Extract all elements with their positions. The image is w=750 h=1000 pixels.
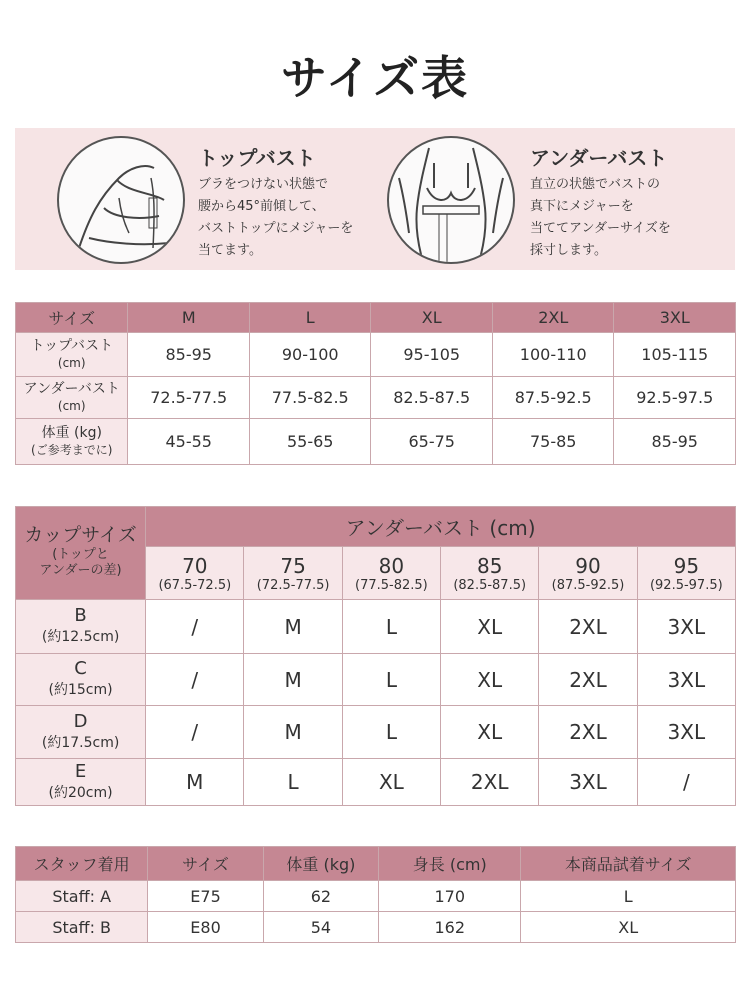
table-cell: 72.5-77.5 (128, 377, 250, 419)
size-header-2xl: 2XL (492, 303, 614, 333)
table-row (16, 333, 736, 377)
size-header-m: M (128, 303, 250, 333)
table-cell: L (244, 759, 342, 806)
table-cell: / (146, 706, 244, 759)
table-row (16, 881, 736, 912)
table-row (16, 912, 736, 943)
staff-header: スタッフ着用 (16, 847, 148, 881)
under-header-90: 90 (87.5-92.5) (539, 547, 637, 600)
size-header-label: サイズ (16, 303, 128, 333)
row-label: トップバスト (cm) (16, 333, 128, 377)
cup-label: D (約17.5cm) (16, 706, 146, 759)
fit-size-header: 本商品試着サイズ (521, 847, 736, 881)
top-bust-guide (15, 128, 375, 270)
table-cell: 77.5-82.5 (249, 377, 371, 419)
top-bust-text: ブラをつけない状態で 腰から45°前傾して、 バストトップにメジャーを 当てます。 (198, 177, 354, 258)
size-table (15, 302, 736, 465)
table-cell: 55-65 (249, 419, 371, 465)
size-header: サイズ (148, 847, 263, 881)
cup-label: C (約15cm) (16, 654, 146, 706)
under-bust-header: アンダーバスト (cm) (146, 507, 736, 547)
staff-name: Staff: A (16, 881, 148, 912)
table-cell: XL (441, 706, 539, 759)
under-bust-text: 直立の状態でバストの 真下にメジャーを 当ててアンダーサイズを 採寸します。 (530, 177, 671, 258)
table-cell: / (146, 600, 244, 654)
table-cell: 90-100 (249, 333, 371, 377)
under-header-75: 75 (72.5-77.5) (244, 547, 342, 600)
staff-name: Staff: B (16, 912, 148, 943)
table-cell: 2XL (539, 706, 637, 759)
table-cell: L (342, 654, 440, 706)
table-cell: 62 (263, 881, 378, 912)
top-bust-measure-illustration-icon (57, 136, 185, 264)
table-row (16, 654, 736, 706)
table-cell: / (146, 654, 244, 706)
under-bust-guide (375, 128, 735, 270)
under-bust-heading: アンダーバスト (530, 146, 668, 170)
table-cell: 100-110 (492, 333, 614, 377)
under-header-95: 95 (92.5-97.5) (637, 547, 735, 600)
table-row (16, 706, 736, 759)
height-header: 身長 (cm) (379, 847, 521, 881)
measurement-guide (15, 128, 735, 270)
table-cell: L (521, 881, 736, 912)
table-cell: / (637, 759, 735, 806)
table-cell: 65-75 (371, 419, 493, 465)
table-cell: 82.5-87.5 (371, 377, 493, 419)
size-header-3xl: 3XL (614, 303, 736, 333)
table-cell: M (146, 759, 244, 806)
table-cell: XL (441, 600, 539, 654)
table-cell: 170 (379, 881, 521, 912)
cup-size-table (15, 506, 736, 806)
table-cell: M (244, 654, 342, 706)
cup-label: E (約20cm) (16, 759, 146, 806)
table-cell: L (342, 706, 440, 759)
table-cell: 45-55 (128, 419, 250, 465)
table-cell: XL (521, 912, 736, 943)
table-cell: 85-95 (128, 333, 250, 377)
under-bust-measure-illustration-icon (387, 136, 515, 264)
table-cell: 2XL (539, 600, 637, 654)
under-header-80: 80 (77.5-82.5) (342, 547, 440, 600)
table-cell: 3XL (637, 706, 735, 759)
table-cell: XL (342, 759, 440, 806)
table-cell: 54 (263, 912, 378, 943)
table-cell: 3XL (539, 759, 637, 806)
table-cell: 92.5-97.5 (614, 377, 736, 419)
under-header-70: 70 (67.5-72.5) (146, 547, 244, 600)
under-header-85: 85 (82.5-87.5) (441, 547, 539, 600)
table-cell: 75-85 (492, 419, 614, 465)
table-cell: M (244, 706, 342, 759)
page-title: サイズ表 (280, 51, 470, 105)
table-cell: 95-105 (371, 333, 493, 377)
table-cell: E75 (148, 881, 263, 912)
table-cell: 2XL (539, 654, 637, 706)
table-cell: 162 (379, 912, 521, 943)
table-cell: L (342, 600, 440, 654)
table-row (16, 600, 736, 654)
table-cell: 2XL (441, 759, 539, 806)
table-cell: 105-115 (614, 333, 736, 377)
table-cell: 3XL (637, 654, 735, 706)
cup-corner-header: カップサイズ (トップと アンダーの差) (16, 507, 146, 600)
table-row (16, 759, 736, 806)
top-bust-heading: トップバスト (198, 146, 316, 170)
row-label: 体重 (kg) (ご参考までに) (16, 419, 128, 465)
table-cell: M (244, 600, 342, 654)
cup-label: B (約12.5cm) (16, 600, 146, 654)
size-header-l: L (249, 303, 371, 333)
table-row (16, 377, 736, 419)
size-header-xl: XL (371, 303, 493, 333)
table-cell: E80 (148, 912, 263, 943)
staff-table (15, 846, 736, 943)
row-label: アンダーバスト (cm) (16, 377, 128, 419)
table-cell: XL (441, 654, 539, 706)
table-row (16, 419, 736, 465)
weight-header: 体重 (kg) (263, 847, 378, 881)
table-cell: 85-95 (614, 419, 736, 465)
table-cell: 3XL (637, 600, 735, 654)
table-cell: 87.5-92.5 (492, 377, 614, 419)
